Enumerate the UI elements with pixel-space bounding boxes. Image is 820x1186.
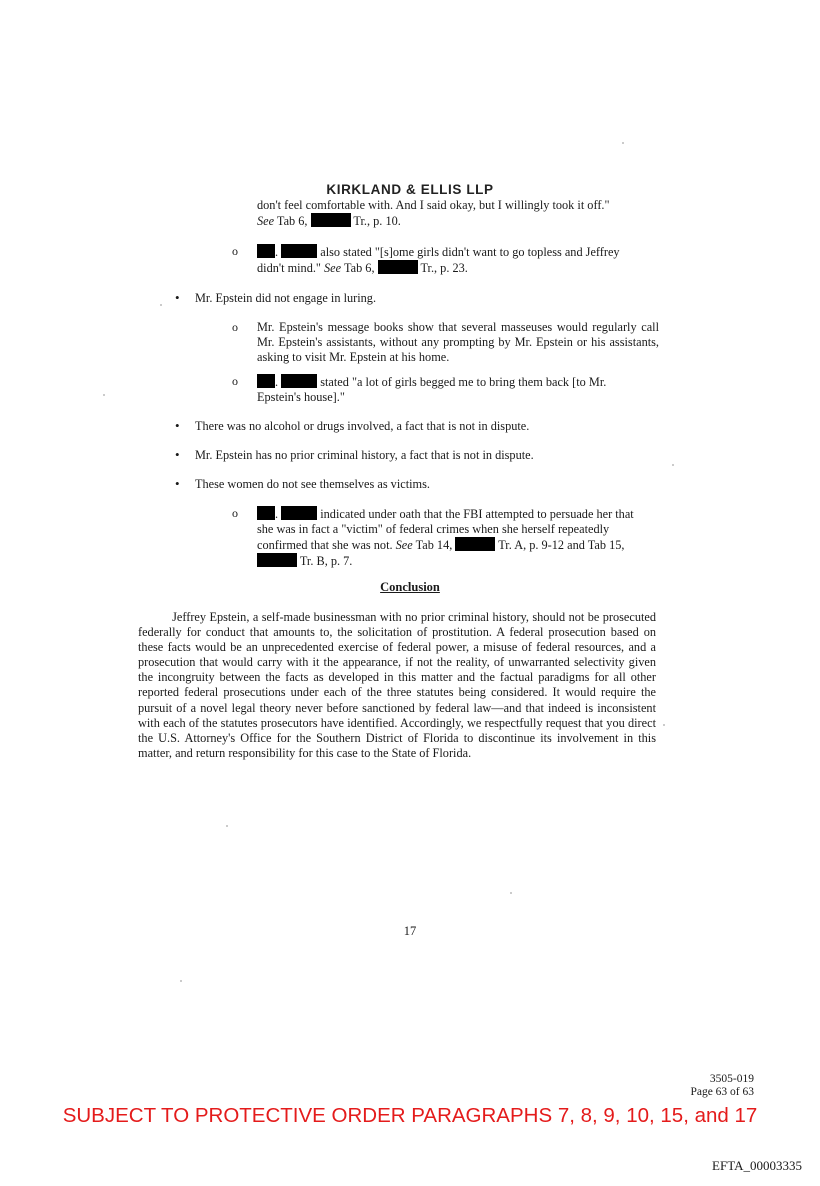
- scan-speck: [226, 825, 228, 827]
- bullet-icon: •: [175, 476, 180, 491]
- page-number: 17: [403, 924, 417, 938]
- sub-bullet-icon: o: [232, 374, 238, 388]
- redaction-box: [257, 553, 297, 567]
- redaction-box: [257, 506, 275, 520]
- sub-item-text: stated "a lot of girls begged me to bring them back [to Mr.: [320, 375, 607, 389]
- citation-page: Tr., p. 10.: [350, 214, 401, 228]
- sub-item-text: indicated under oath that the FBI attempted to persuade her that: [320, 507, 634, 521]
- sub-item-text: Epstein's house].": [257, 390, 345, 404]
- document-stamp: [690, 1073, 754, 1099]
- citation-signal: See: [257, 214, 275, 228]
- bullet-icon: •: [175, 418, 180, 433]
- scan-speck: [510, 892, 512, 894]
- scan-speck: [103, 394, 105, 396]
- scan-speck: [180, 980, 182, 982]
- sub-item: . also stated "[s]ome girls didn't want to go topless and Jeffrey didn't mind." See Tab 6, Tr., p. 23.: [257, 245, 620, 275]
- citation-tab: Tab 6,: [341, 261, 375, 275]
- sub-item-text: didn't mind.": [257, 261, 321, 275]
- redaction-box: [281, 374, 317, 388]
- scan-speck: [160, 304, 162, 306]
- redaction-box: [257, 244, 275, 258]
- redaction-box: [455, 537, 495, 551]
- sub-item: . indicated under oath that the FBI attempted to persuade her that she was in fact a "victim" of federal crimes when she herself repeatedly confirmed that she was not. See Tab 14, Tr. A, p. 9-12 and Tab 15, Tr. B, p. 7.: [257, 507, 634, 568]
- bullet-icon: •: [175, 447, 180, 462]
- citation-signal: See: [395, 538, 413, 552]
- citation-page: Tr. B, p. 7.: [297, 554, 353, 568]
- bullet-item: Mr. Epstein did not engage in luring.: [195, 291, 377, 305]
- redaction-box: [311, 213, 351, 227]
- bullet-item: These women do not see themselves as victims.: [195, 477, 430, 491]
- redaction-box: [281, 244, 317, 258]
- redaction-box: [257, 374, 275, 388]
- sub-bullet-icon: o: [232, 506, 238, 520]
- sub-bullet-icon: o: [232, 320, 238, 334]
- redaction-box: [378, 260, 418, 274]
- citation-page: Tr., p. 23.: [417, 261, 468, 275]
- scan-speck: [622, 142, 624, 144]
- citation-tab: Tab 6,: [274, 214, 308, 228]
- sub-item-text: also stated "[s]ome girls didn't want to go topless and Jeffrey: [320, 245, 620, 259]
- bullet-item: Mr. Epstein has no prior criminal history, a fact that is not in dispute.: [195, 448, 534, 462]
- bullet-item: There was no alcohol or drugs involved, a fact that is not in dispute.: [195, 419, 530, 433]
- conclusion-text: Jeffrey Epstein, a self-made businessman with no prior criminal history, should not be prosecuted federally for conduct that amounts to, the solicitation of prostitution. A federal prosecution based on these facts would be an unprecedented exercise of federal power, a misuse of federal resources, and a prosecution that would carry with it the appearance, if not the reality, of unwarranted selectivity given the incongruity between the facts as developed in this matter and the factual paradigms for all other reported federal prosecutions under each of the three statutes being considered. It would require the pursuit of a novel legal theory never before sanctioned by federal law—and that indeed is inconsistent with each of the statutes prosecutors have identified. Accordingly, we respectfully request that you direct the U.S. Attorney's Office for the Southern District of Florida to discontinue its involvement in this matter, and return responsibility for this case to the State of Florida.: [138, 610, 656, 760]
- protective-order-banner: SUBJECT TO PROTECTIVE ORDER PARAGRAPHS 7, 8, 9, 10, 15, and 17: [62, 1104, 758, 1127]
- scan-speck: [663, 724, 665, 726]
- bullet-icon: •: [175, 290, 180, 305]
- citation-page: Tr. A, p. 9-12 and Tab 15,: [495, 538, 625, 552]
- sub-item: . stated "a lot of girls begged me to bring them back [to Mr. Epstein's house].": [257, 375, 607, 404]
- redaction-box: [281, 506, 317, 520]
- conclusion-paragraph: [138, 610, 656, 761]
- document-ref: 3505-019: [709, 1073, 754, 1085]
- sub-item-text: Mr. Epstein's message books show that several masseuses would regularly call Mr. Epstein's assistants, without any prompting by Mr. Epstein or his assistants, asking to visit Mr. Epstein at his home.: [257, 320, 659, 364]
- continuation-line: don't feel comfortable with. And I said okay, but I willingly took it off.": [257, 198, 610, 212]
- scan-speck: [672, 464, 674, 466]
- sub-item-text: confirmed that she was not.: [257, 538, 393, 552]
- continuation-text: [257, 198, 677, 229]
- page-of-label: Page 63 of 63: [690, 1086, 754, 1098]
- sub-item-text: she was in fact a "victim" of federal crimes when she herself repeatedly: [257, 522, 610, 536]
- citation-tab: Tab 14,: [412, 538, 453, 552]
- sub-bullet-icon: o: [232, 244, 238, 258]
- firm-name: KIRKLAND & ELLIS LLP: [326, 182, 494, 197]
- conclusion-heading: Conclusion: [380, 580, 440, 594]
- bates-number: EFTA_00003335: [712, 1158, 802, 1173]
- citation-signal: See: [324, 261, 342, 275]
